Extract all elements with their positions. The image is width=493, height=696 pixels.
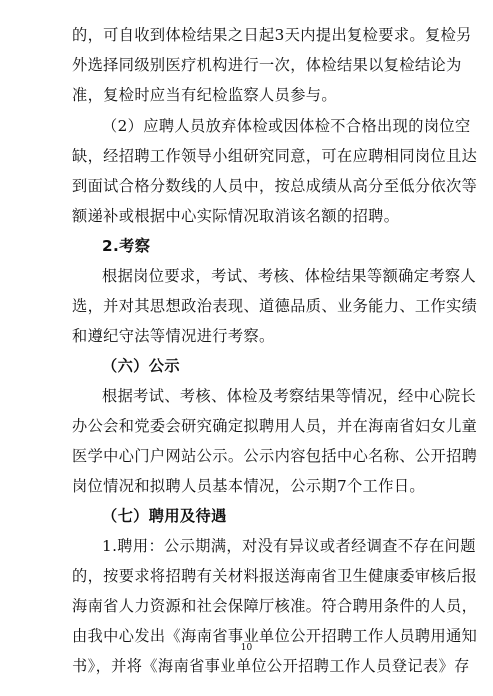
body-text-line: 书》，并将《海南省事业单位公开招聘工作人员登记表》存 [72,657,470,675]
body-text-line: 缺，经招聘工作领导小组研究同意，可在应聘相同岗位且达 [72,147,478,165]
body-text-line: 根据岗位要求，考试、考核、体检结果等额确定考察人 [102,267,477,285]
body-text-line: 海南省人力资源和社会保障厅核准。符合聘用条件的人员， [72,597,478,615]
body-text-line: 到面试合格分数线的人员中，按总成绩从高分至低分依次等 [72,177,478,195]
body-text-line: 额递补或根据中心实际情况取消该名额的招聘。 [72,207,400,225]
section-heading: （六）公示 [102,357,180,375]
body-text-line: 准，复检时应当有纪检监察人员参与。 [72,86,337,104]
page-number: 10 [240,643,253,653]
body-text-line: 医学中心门户网站公示。公示内容包括中心名称、公开招聘 [72,447,478,465]
body-text-line: 1.聘用：公示期满，对没有异议或者经调查不存在问题 [102,537,476,555]
body-text-line: 根据考试、考核、体检及考察结果等情况，经中心院长 [102,387,477,405]
body-text-line: 和遵纪守法等情况进行考察。 [72,327,275,345]
section-heading: 2.考察 [102,237,151,255]
body-text-line: 的，按要求将招聘有关材料报送海南省卫生健康委审核后报 [72,567,478,585]
body-text-line: 外选择同级别医疗机构进行一次，体检结果以复检结论为 [72,56,462,74]
body-text-line: 办公会和党委会研究确定拟聘用人员，并在海南省妇女儿童 [72,417,478,435]
section-heading: （七）聘用及待遇 [102,507,227,525]
body-text-line: 由我中心发出《海南省事业单位公开招聘工作人员聘用通知 [72,627,478,645]
body-text-line: 岗位情况和拟聘人员基本情况，公示期7个工作日。 [72,477,425,495]
body-text-line: 选，并对其思想政治表现、道德品质、业务能力、工作实绩 [72,297,478,315]
body-text-line: 的，可自收到体检结果之日起3天内提出复检要求。复检另 [72,26,472,44]
body-text-line: （2）应聘人员放弃体检或因体检不合格出现的岗位空 [102,117,471,135]
